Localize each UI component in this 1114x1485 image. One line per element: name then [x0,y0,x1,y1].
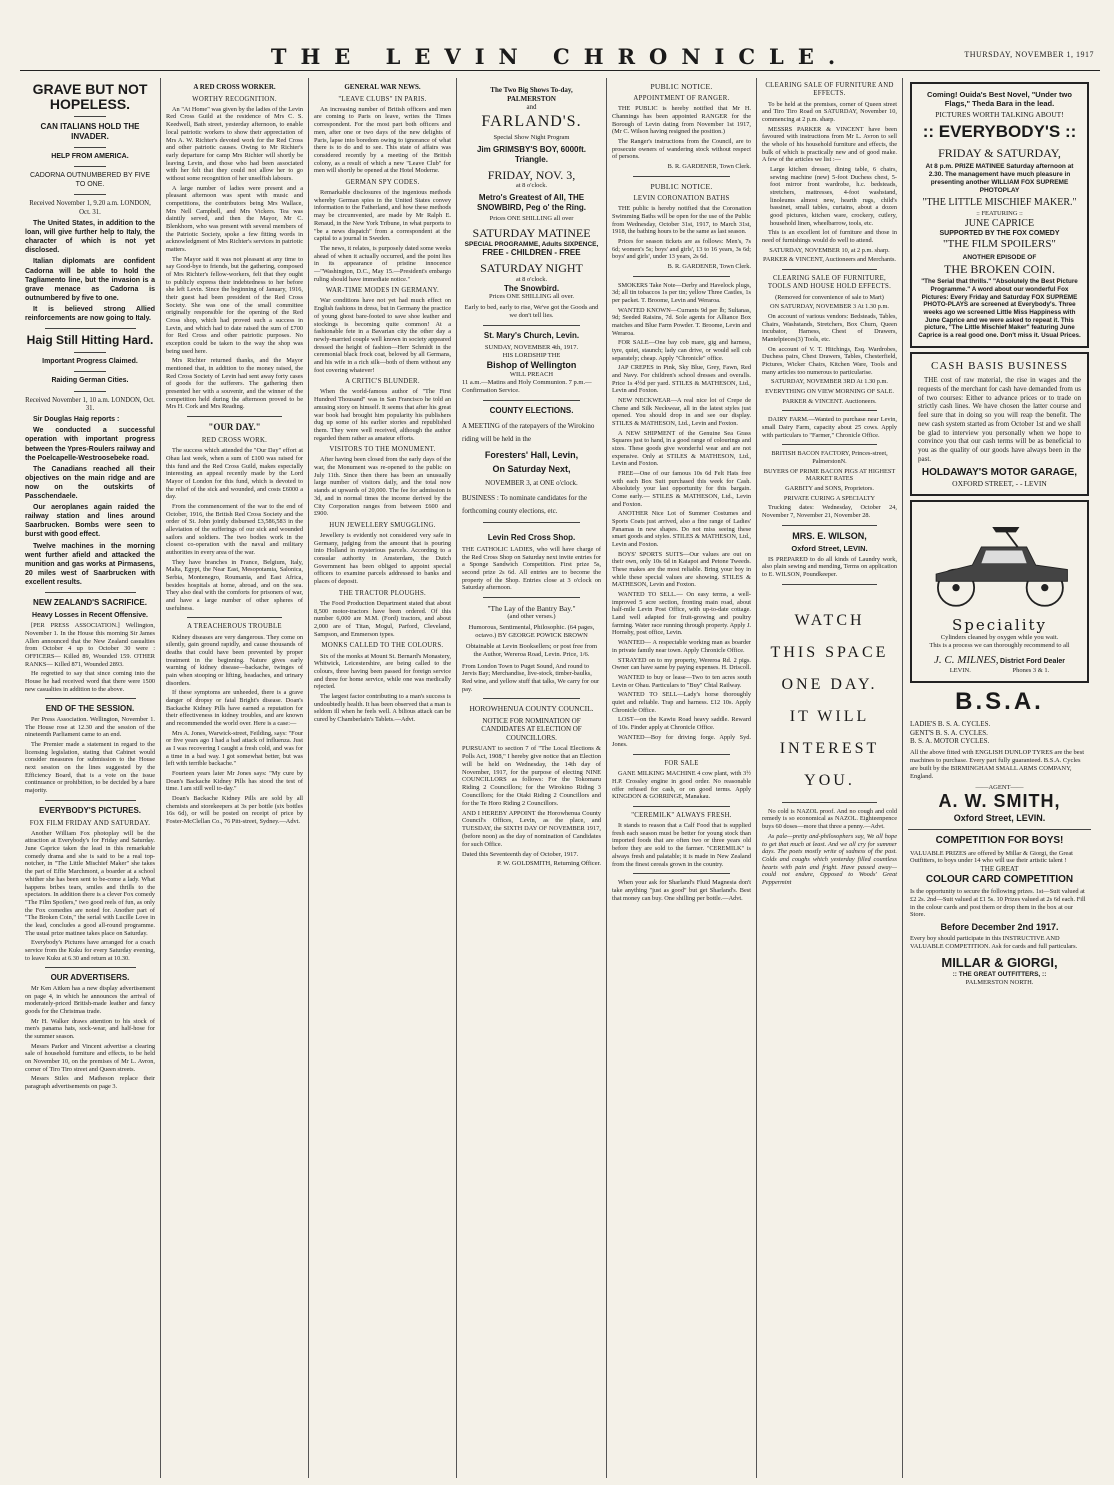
advert-line: B. S. A. MOTOR CYCLES. [910,737,990,746]
advert-line: OXFORD STREET, - - LEVIN [952,478,1047,488]
advert-line: Cylinders cleaned by oxygen while you wait. [940,633,1059,641]
notice-paragraph: Prices for season tickets are as follows: Men's, 7s 6d; women's 5s; boys' and girls', 13 to 16 years, 3s 6d; boys' and girls', under 13 years, 2s 6d. [612,237,751,261]
notice-title: PUBLIC NOTICE. [650,181,713,191]
book-advert [462,604,601,693]
subheadline: HELP FROM AMERICA. [51,152,129,160]
advert-line: "THE LITTLE MISCHIEF MAKER." [922,197,1077,209]
news-paragraph: Doan's Backache Kidney Pills are sold by all chemists and storekeepers at 3s per bottle (six bottles 16s 6d), or will be posted on receipt of price by Foster-McClellan Co., 76 Pitt-street, Sydney.—Advt. [166,795,303,826]
advert-line: Obtainable at Levin Booksellers; or post free from the Author, Wereroa Road, Levin. Price, 1/6. [465,642,598,658]
news-paragraph: Everybody's Pictures have arranged for a coach service from the Kuku for every Saturday evening, to leave Kuku at 6.30 and return at 10.30. [25,939,155,962]
county-elections-notice [462,406,601,518]
advert-line: GENT'S B. S. A. CYCLES. [910,728,988,737]
advert-line: Jim GRIMSBY'S BOY, 6000ft. Triangle. [476,145,587,164]
news-paragraph: Per Press Association. Wellington, November 1. The House rose at 12.30 and the session of the nineteenth Parliament came to an end. [25,716,155,739]
sale-signature: PARKER & VINCENT, Auctioneers and Merchants. [763,256,896,264]
advert-line: ANOTHER EPISODE OF [962,253,1037,261]
advert-line: NOVEMBER 3, at ONE o'clock. [485,479,578,488]
watch-this-space-advert [762,605,897,797]
advert-line: Is the opportunity to secure the following prizes. 1st—Suit valued at £2 2s. 2nd—Suit valued at £1 5s. 10 Prizes valued at 2s 6d each. Fill in the colour cards and post them or drop them in the box at our Store. [910,887,1086,919]
classified-ad: WANTED KNOWN—Currants 9d per lb; Sultanas, 9d; Seeded Raisins, 7d. Sole agents for Alliance Box matches and Blue Farm Powder. T. Broome, Levin and Weraroa. [612,306,751,337]
news-paragraph: Kidney diseases are very dangerous. They come on silently, gain ground rapidly, and cause thousands of deaths that could have been prevented by proper treatment in the beginning. Nature gives early warning of kidney disease—backache, twinges of pain when stooping or lifting, headaches, and urinary disorders. [166,633,303,687]
advert-line: ONE DAY. [781,675,878,693]
everybodys-advert [910,82,1089,348]
subheadline: WORTHY RECOGNITION. [192,95,277,103]
bacon-factory-line: PRIVATE CURING A SPECIALTY [783,494,876,502]
news-paragraph: Mrs Richter returned thanks, and the Mayor mentioned that, in addition to the money raised, the Red Cross Society of Levin had sent away forty cases of goods for the sufferers. The gathering then presented her with a souvenir, and the winner of the competition held during the afternoon proved to be Mrs H. Cork and Mrs Reading. [166,357,303,411]
sale-items: On account of V. T. Hitchings, Esq. Wardrobes, Duchess pairs, Chest Drawers, Tables, Chesterfield, Pictures, Wicker Chairs, Kitchen Ware, Tools and many articles too numerous to particularise. [762,345,897,376]
bacon-factory-title: BRITISH BACON FACTORY, Princes-street, PalmerstonN. [771,450,888,465]
classified-ad: FOR SALE—One bay cob mare, gig and harness, tyre, quiet, staunch; lady can drive, or would sell cob separately; cheap. Apply "Chronicle" office. [612,339,751,362]
sale-title: CLEARING SALE OF FURNITURE AND EFFECTS. [765,82,894,98]
headline: A RED CROSS WORKER. [193,83,276,91]
advert-line: THIS SPACE [770,643,889,661]
sale-paragraph: This is an excellent lot of furniture and those in need of furnishings would do well to attend. [762,229,897,244]
sale-date: ON SATURDAY, NOVEMBER 3 At 1.30 p.m. [770,303,889,311]
headline: "OUR DAY." [208,422,261,433]
news-paragraph: Sir Douglas Haig reports : [33,416,120,424]
news-paragraph: If these symptoms are unheeded, there is a grave danger of dropsy or fatal Bright's disease. Doan's Backache Kidney Pills have earned a reputation for their effectiveness in kidney troubles, and are known and recommended the world over. Here is a case:— [166,689,303,728]
advert-line: ——AGENT—— [975,783,1024,791]
advert-line: at 8 o'clock. [515,182,548,190]
divider [483,597,580,598]
advert-line: Dated this Seventeenth day of October, 1917. [462,850,579,858]
divider [483,698,580,699]
advert-line: HOLDAWAY'S MOTOR GARAGE, [921,466,1078,478]
advert-line: IT WILL [789,707,870,725]
advert-line: At 8 p.m. PRIZE MATINEE Saturday afternoon at 2.30. The management have much pleasure in presenting another WILLIAM FOX SUPREME PHOTOPLAY [925,162,1074,194]
advert-line: and [526,103,537,112]
divider [483,522,580,523]
classified-ad: It stands to reason that a Calf Food that is supplied fresh each season must be better for young stock than imported foods that are often two or three years old before they are sold to the farmer. "CEREMILK" is always fresh and palatable; it is made in New Zealand from the finest cereals grown in the country. [612,822,751,868]
classified-ad: WANTED TO SELL.— On easy terms, a well-improved 5 acre section, fronting main road, about half-mile Levin Post Office, with up-to-date cottage. Land well adapted for fruit-growing and poultry farming. Water race running through property. Apply J. Hornsby, post office, Levin. [612,591,751,637]
divider [782,444,877,445]
advert-line: P. W. GOLDSMITH, Returning Officer. [497,860,601,868]
advert-line: SPECIAL PROGRAMME, Adults SIXPENCE, [464,240,599,248]
advert-line: Oxford Street, LEVIN. [953,813,1046,824]
divider [45,328,136,329]
advert-line: Every boy should participate in this INSTRUCTIVE AND VALUABLE COMPETITION. Ask for cards and full particulars. [910,935,1078,950]
advert-line: :: THE GREAT OUTFITTERS, :: [952,970,1047,978]
news-paragraph: The success which attended the "Our Day" effort at Ohau last week, when a sum of £100 was raised for this fund and the Red Cross Guild, makes especially interesting an appeal recently made by the Lord Mayor of London for this fund, which is devoted to the relief of the sick and wounded, and costs £6000 a day. [166,447,303,501]
sale-paragraph: (Removed for convenience of sale to Mart) [775,293,884,301]
news-paragraph: The Food Production Department stated that about 8,500 motor-tractors have been ordered. Of this number 6,000 are M.M. (Ford) tractors, and about 2,000 are of Titan, Mogul, Parford, Cleveland, Sampson, and Emmerson types. [314,600,451,638]
advert-line: "THE FILM SPOILERS" [943,238,1056,251]
ford-dealer-advert [910,500,1089,683]
advert-line: All the above fitted with ENGLISH DUNLOP TYRES are the best machines to purchase. Every part fully guaranteed. B.S.A. Cycles are built by the BIRMINGHAM SMALL ARMS COMPANY, England. [910,748,1085,780]
classified-ad: WANTED TO SELL—Lady's horse thoroughly quiet and reliable. Trap and harness. £12 10s. Apply Chronicle Office. [612,691,751,714]
advert-line: VALUABLE PRIZES are offered by Millar & Giorgi, the Great Outfitters, to boys under 14 who will use their artistic talent ! [910,849,1073,865]
advert-line: WILL PREACH [509,370,554,378]
advert-line: The Snowbird. [503,283,560,293]
newspaper-title: THE LEVIN CHRONICLE. [270,44,850,69]
bsa-cycles-advert [910,687,1089,824]
dateline: Received November 1, 10 a.m. LONDON, Oct. 31. [25,396,155,412]
divider [782,802,877,803]
advert-line: SUNDAY, NOVEMBER 4th, 1917. [484,343,579,351]
advert-line: THE GREAT [980,865,1019,874]
headline: Haig Still Hitting Hard. [26,333,154,348]
advert-line: The Two Big Shows To-day, [490,86,573,94]
advert-line: On Saturday Next, [492,464,571,475]
advert-line: PURSUANT to section 7 of "The Local Elections & Polls Act, 1908," I hereby give notice that an Election will be held on Wednesday, the 14th day of November, 1917, for the purpose of electing NINE COUNCILLORS as follows: For the Tokomaru Riding 2 Councillors; for the Wirokino Riding 3 Councillors; for the Otaki Riding 2 Councillors and for the Te Horo Riding 2 Councillors. [462,745,601,807]
advert-line: St. Mary's Church, Levin. [483,331,580,341]
news-paragraph: They have branches in France, Belgium, Italy, Malta, Egypt, the Near East, Mesopotamia, Salonica, Serbia, Montenegro, Roumania, and East Africa, besides hospitals at home, abroad, and on the sea. They also deal with the comforts for prisoners of war, and have a large number of other spheres of usefulness. [166,558,303,612]
classified-ad: FREE—One of our famous 10s 6d Felt Hats free with each Box Suit purchased this week for Cash. Absolutely your last opportunity for this bargain. Come early.— STILES & MATHESON, Ltd., Levin and Foxton. [612,470,751,508]
subheadline: CADORNA OUTNUMBERED BY FIVE TO ONE. [29,172,151,188]
news-paragraph: Messrs Stiles and Matheson replace their paragraph advertisements on page 3. [25,1075,155,1091]
news-paragraph: An "At Home" was given by the ladies of the Levin Red Cross Guild at the residence of Mrs C. S. Keedwell, Bath street, yesterday afternoon, to enable local patriotic workers to show their appreciation of Mrs A. W. Richter's devoted work for the Red Cross and other patriotic causes. Owing to Mr Richter's early departure for camp Mrs Richter will shortly be leaving Levin, and those who had been associated with her felt that they could not allow her to go without some recognition of her unselfish labours. [166,105,303,182]
laundry-advert-name: MRS. E. WILSON, [792,530,867,541]
column-1 [20,78,160,1478]
classified-ad: No cold is NAZOL proof. And no cough and cold remedy is so economical as NAZOL. Eighteenpence buys 60 doses—more that three a penny.—Advt. [762,807,897,831]
subheadline: GERMAN SPY CODES. [345,178,420,186]
sale-paragraph: To be held at the premises, corner of Queen street and Tiro Tiro Road on SATURDAY, November 10, commencing at 2 p.m. sharp. [762,100,897,123]
advert-line: COMPETITION FOR BOYS! [935,835,1064,847]
advert-line: A MEETING of the ratepayers of the Wirokino riding will be held in the [462,422,595,443]
classified-ad: STRAYED on to my property, Wereroa Rd. 2 pigs. Owner can have same by paying expenses. H. Driscoll. [612,656,752,672]
bacon-factory-line: GARBITY and SONS, Proprietors. [785,485,874,492]
news-paragraph: The Canadians reached all their objectives on the main ridge and are now on the outskirts of Passchendaele. [25,465,155,501]
news-paragraph: The United States, in addition to the loan, will give further help to Italy, the character of which is not yet disclosed. [25,220,155,255]
advert-line: "The Lay of the Bantry Bay." [487,603,576,613]
advert-line: MILLAR & GIORGI, [941,954,1058,970]
classified-ad: WANTED—Boy for driving forge. Apply Syd. Jones. [612,733,751,749]
advert-line: YOU. [804,771,855,789]
advert-line: HIS LORDSHIP THE [502,351,561,359]
news-paragraph: Mrs A. Jones, Warwick-street, Feilding, says: "Four or five years ago I had a bad attack of influenza. Just as I was recovering I caught a fresh cold, and was for a time in a bad way. I got somewhat better, but was left with terrible backache." [166,729,303,768]
headline: OUR ADVERTISERS. [50,973,130,983]
advert-line: :: FEATURING :: [976,209,1023,217]
dateline: Received November 1, 9.20 a.m. LONDON, Oct. 31. [29,200,151,216]
classified-ad: SMOKERS Take Note—Derby and Havelock plugs, 3d; all tin tobaccos 1s per tin; yellow Three Castles, 1s per packet. T. Broome, Levin and Weraroa. [612,281,751,304]
advert-line: J. C. MILNES, [933,653,999,666]
news-paragraph: A large number of ladies were present and a pleasant afternoon was spent with music and competitions, the contributors being Mrs Wallace, Mrs Nell Campbell, and Mrs Vickers. Tea was daintily served, and then the Mayor, Mr C. Blenkhorn, who was present with several members of the Patriotic Society, spoke a few fitting words in acknowledgment of Mrs Richter's services in patriotic matters. [166,184,303,253]
advert-line: :: EVERYBODY'S :: [922,122,1077,142]
divider [782,269,877,270]
news-paragraph: He regretted to say that since coming into the House he had received word that there were 1500 new casualties in addition to the above. [25,670,155,693]
divider [633,176,730,177]
subheadline: Raiding German Cities. [51,377,129,385]
subheadline: THE TRACTOR PLOUGHS. [338,589,427,597]
subheadline: RED CROSS WORK. [201,436,268,444]
classified-ad: LOST—on the Kawiu Road heavy saddle. Reward of 10s. Finder apply at Chronicle Office. [612,716,751,731]
advert-line: THE BROKEN COIN. [944,261,1055,276]
news-paragraph: Fourteen years later Mr Jones says: "My cure by Doan's Backache Kidney Pills has stood the test of time. I am still well to-day." [166,770,303,793]
classified-ad: WANTED to buy or lease—Two to ten acres south Levin or Ohau. Particulars to "Buy" Chtal Railway. [612,673,751,689]
news-paragraph: Our aeroplanes again raided the railway station and lines around Saarbrucken. Bombs were seen to burst with good effect. [25,504,155,539]
classified-ad: JAP CREPES in Pink, Sky Blue, Grey, Fawn, Red and Navy. For children's school dresses and overalls. Price 1s 4½d per yard. STILES & MATHESON, Ltd., Levin and Foxton. [612,364,751,395]
subheadline: VISITORS TO THE MONUMENT. [329,446,436,454]
advert-line: Humorous, Sentimental, Philosophic. (64 pages, octavo.) BY GEORGE POWICK BROWN [468,624,595,639]
advert-line: THE cost of raw material, the rise in wages and the requests of the merchant for cash have demanded from us of two courses: Either to advance prices or to trade on strictly cash lines. We have chosen the latter course and feel sure that in doing so you will reap the benefit. The new cash system started as from October 1st and we shall be glad to interview you personally when we hope to convince you that our cash terms will be as beneficial to you as the quality of our goods have always been in the past. [918,376,1081,463]
divider [782,584,877,585]
advert-line: THE CATHOLIC LADIES, who will have charge of the Red Cross Shop on Saturday next invite entries for a Sponge Sandwich Competition. First prize 5s, second prize 2s 6d. All entries are to become the property of the Shop. Entries close at 3 o'clock on Saturday afternoon. [462,545,601,592]
divider [187,617,283,618]
advert-line: COUNTY ELECTIONS. [489,405,574,415]
classified-ad: BOYS' SPORTS SUITS—Our values are out on their own, only 10s 6d in Kaiapoi and Petone Tweeds. These makes are the most reliable. Bring your boy in while these special values are showing. STILES & MATHESON, Levin and Foxton. [612,550,751,589]
news-paragraph: Messrs Parker and Vincent advertise a clearing sale of household furniture and effects, to be held on November 10, on the premises of Mr L. Avron, corner of Tiro Tiro street and Queen streets. [25,1042,155,1073]
advert-line: COLOUR CARD COMPETITION [925,873,1074,885]
subheadline: CAN ITALIANS HOLD THE INVADER. [40,122,140,142]
column-5 [606,78,756,1478]
divider [633,276,730,277]
advert-line: FREE - CHILDREN - FREE [482,248,581,258]
classified-ad: NEW NECKWEAR—A real nice lot of Crepe de Chene and Silk Neckwear, all in the latest styles just opened. You should drop in and see our display. STILES & MATHESON, Ltd., Levin and Foxton. [612,397,751,428]
church-advert [462,331,601,394]
advert-line: LEVIN. [949,667,971,675]
laundry-advert-address: Oxford Street, LEVIN. [791,543,868,553]
news-paragraph: Jewellery is evidently not considered very safe in Germany, judging from the amount that is pouring into Holland in mysterious parcels. According to a consular authority in Amsterdam, the Dutch Government has been obliged to appoint special officers to examine parcels addressed to banks and places of deposit. [314,532,451,586]
news-paragraph: It is believed strong Allied reinforcements are now going to Italy. [25,305,155,322]
notice-paragraph: THE public is hereby notified that the Coronation Swimming Baths will be open for the use of the Public from Wednesday, October 31st, 1917, to March 31st, 1918, the bathing hours to be the same as last season. [612,205,751,236]
divider [45,698,136,699]
news-paragraph: Another William Fox photoplay will be the attraction at Everybody's for Friday and Saturday. June Caprice taken the lead in this remarkable comedy drama and she is said to be a real top-notcher, in "The Little Mischief Maker" she takes the part of Effie Marchmont, a boarder at a school whither she has been sent to be-come a lady. What happens bribes tears, smiles and thrills to the spectators. In addition there is a clever Fox comedy "The Film Spoilers," two good reels of fun, as only the Fox comedies are noted for. Another part of "The Broken Coin," the serial with Lucille Love in the lead, concludes a good all-round programme. The usual prize matinee takes place on Saturday. [25,829,155,937]
notice-title: PUBLIC NOTICE. [650,82,713,91]
news-paragraph: The Premier made a statement in regard to the licensing legislation, stating that Cabinet would consider measures for submission to the House next session on the lines suggested by the Efficiency Board, that is a vote on the issue continuance or prohibition, to be decided by a bare majority. [25,741,155,795]
sale-items: Large kitchen dresser, dining table, 6 chairs, sewing machine (new) 5-foot Duchess chest, 5-foot mirror front wardrobe, h.c. bedsteads, stretchers, mattresses, 4-foot washstand, linoleums almost new, hearth rugs, child's bassinet, small tables, curtains, about a dozen good pictures, kitchen ware, crockery, cutlery, household linen, wheelbarrow, tools, etc. [770,165,897,227]
advert-line: Coming! Ouida's Best Novel, "Under two Flags," Theda Bara in the lead. [927,90,1072,109]
advert-line: FARLAND'S. [481,112,582,130]
advert-line: Prices ONE SHILLING all over [489,214,574,222]
divider [908,829,1091,830]
notice-signature: B. R. GARDENER, Town Clerk. [667,163,751,171]
advert-line: This is a process we can thoroughly recommend to all [929,641,1070,649]
notice-subtitle: APPOINTMENT OF RANGER. [633,95,730,103]
news-paragraph: Twelve machines in the morning went further afield and attacked the munition and gas works at Pirmasens, 20 miles west of Saarbrucken with excellent results. [25,542,155,586]
cash-basis-advert [910,352,1089,496]
picture-show-advert [462,86,601,320]
news-paragraph: Remarkable disclosures of the ingenious methods whereby German spies in the United States convey information to the Fatherland, and how these methods may be circumvented, are made by Mr Ralph E. Renaud, in the New York Tribune, in what purports to "be a news dispatch" from a correspondent at the capital to a journal in Sweden. [314,189,451,243]
divider [45,592,136,593]
divider [483,400,580,401]
column-2 [160,78,308,1478]
news-paragraph: We conducted a successful operation with important progress between the Ypres-Roulers railway and the Poelcapelle-Westroosebeke road. [25,427,155,462]
headline: GRAVE BUT NOT HOPELESS. [32,81,148,112]
advert-line: HOROWHENUA COUNTY COUNCIL. [469,704,594,714]
news-paragraph: The Mayor said it was not pleasant at any time to say Good-bye to friends, but the gathering, composed of Mrs Richter's fellow-workers, felt that they ought to publicly express their indebtedness to her before she left Levin. Since the beginning of January, 1916, their guest had been president of the Red Cross Society. She was one of the small committee originally responsible for the opening of the Red Cross shop, which had proved such a success in Levin, and which had to date raised the sum of £700 for Red Cross and other patriotic purposes. No exception could be taken to the way the shop was being used here. [166,255,303,355]
sale-date: SATURDAY, NOVEMBER 10, at 2 p.m. sharp. [769,246,890,254]
advert-line: Phones 3 & 1. [1012,667,1050,675]
classified-ad: When your ask for Sharland's Fluid Magnesia don't take anything "just as good" but get Sharland's. Best that money can buy. One shilling per bottle.—Advt. [612,879,751,902]
divider [633,754,730,755]
subheadline: MONKS CALLED TO THE COLOURS. [321,642,444,650]
subheadline: Heavy Losses in Recent Offensive. [32,611,148,619]
divider [187,416,283,417]
county-council-notice [462,704,601,868]
sale-date: SATURDAY, NOVEMBER 3RD At 1.30 p.m. [770,378,889,386]
divider [633,806,730,807]
advert-line: BUSINESS : To nominate candidates for the forthcoming county elections, etc. [462,493,587,515]
advert-line: From London Town to Puget Sound, And round to Jervis Bay; Merchandise, live-stock, timber-baulks, Red wine, and yellow stuff that talks, We carry for our pay. [462,662,600,693]
advert-line: Early to bed, early to rise, We've got the Goods and we don't tell lies. [464,304,599,320]
advert-line: Foresters' Hall, Levin, [484,449,579,460]
sale-items: On account of various vendors: Bedsteads, Tables, Chairs, Washstands, Stretchers, Box Churn, Queen incubator, Harness, Chest of Drawers, Mantelpieces(3) Tools, etc. [762,312,897,343]
divider [633,873,730,874]
divider [782,525,877,526]
news-paragraph: Mr Ken Aitken has a new display advertisement on page 4, in which he announces the arrival of moderately-priced British-made leather and fancy goods for the Christmas trade. [25,984,155,1015]
divider [45,967,136,968]
news-paragraph: After having been closed from the early days of the war, the Monument was re-opened to the public on July 11th. Since then there has been an unusually large number of visitors daily, and the total now stands at upwards of 20,000. The fee for admission is 3d, and in normal times the income derived by the City Corporation ranges from between £600 and £900. [314,456,451,518]
notice-subtitle: LEVIN CORONATION BATHS [633,194,730,202]
issue-date: THURSDAY, NOVEMBER 1, 1917 [964,50,1094,59]
motor-car-illustration [918,508,1081,613]
advert-line: PICTURES WORTH TALKING ABOUT! [935,110,1064,120]
headline: A TREACHEROUS TROUBLE [187,623,282,631]
advert-line: Prices ONE SHILLING all over. [488,293,575,301]
advert-line: 11 a.m.—Matins and Holy Communion. 7 p.m.—Confirmation Service. [462,378,592,394]
advert-line: (and other verses.) [507,613,556,621]
divider [74,116,107,117]
news-paragraph: The largest factor contributing to a man's success is undoubtedly health. It has been observed that a man is seldom ill when he feels well. A bilious attack can be cured by Chamberlain's Tablets.—Advt. [314,693,451,724]
advert-line: PALMERSTON NORTH. [965,978,1034,986]
advert-line: A. W. SMITH, [938,791,1061,812]
advert-line: Metro's Greatest of All, THE SNOWBIRD, Peg o' the Ring. [476,193,586,212]
masthead [20,44,1100,71]
news-paragraph: Mr H. Walker draws attention to his stock of men's panama hats, sock-wear, and half-hose for the summer season. [25,1017,155,1040]
classified-ad: DAIRY FARM.—Wanted to purchase near Levin, small Dairy Farm, capacity about 25 cows. Apply with particulars to "Farmer," Chronicle Office. [762,416,897,439]
news-paragraph: From the commencement of the war to the end of October, 1916, the British Red Cross Society and the order of St. John jointly disbursed £3,586,583 in the alleviation of the sufferings of our sick and wounded sailors and soldiers. The two bodies work in the closest co-operation with the naval and military authorities in every area of the war. [166,502,303,556]
news-paragraph: Six of the monks at Mount St. Bernard's Monastery, Whitwick, Leicestershire, are being called to the colours, three having been passed for foreign service and three for home service, while one was medically rejected. [314,652,451,691]
advert-line: CASH BASIS BUSINESS [931,359,1068,372]
column-7 [902,78,1096,1478]
divider [74,194,107,195]
subheadline: Important Progress Claimed. [42,357,138,365]
advert-line: SUPPORTED BY THE FOX COMEDY [939,229,1060,237]
advert-line: B.S.A. [955,688,1044,715]
colour-card-competition-advert [910,835,1089,986]
subheadline: WAR-TIME MODES IN GERMANY. [325,287,440,295]
divider [782,410,877,411]
news-paragraph: [PER PRESS ASSOCIATION.] Wellington, November 1. In the House this morning Sir James Allen announced that the New Zealand casualties from October 4 up to October 30 were : OFFICERS— Killed 89, Wounded 159. OTHER RANKS— Killed 871, Wounded 2893. [25,622,155,668]
sale-signature: PARKER & VINCENT. Auctioneers. [782,397,877,405]
subheadline: A CRITIC'S BLUNDER. [345,378,420,386]
column-4 [456,78,606,1478]
column-3 [308,78,456,1478]
advert-line: NOTICE FOR NOMINATION OF CANDIDATES AT ELECTION OF COUNCILLORS. [481,716,582,742]
classified-ad: As pale—pretty and-philosophers say, We all hope to get that much at least. And we all cry for summer days. The poets mostly write of sadness of the past. Colds and coughs which yesterday filled countless hearts with pain and fright. Have passed away—could not endure, Opposed to Woods' Great Peppermint [762,832,897,886]
classified-ad: WANTED— A respectable working man as boarder in private family near town. Apply Chronicle Office. [612,639,751,654]
divider [74,352,107,353]
headline: END OF THE SESSION. [45,704,135,714]
news-paragraph: War conditions have not yet had much effect on English fashions in dress, but in Germany the practice of young ghost bare-footed to save shoe leather and stockings is becoming quite common! At a fashionable fete in a Bavarian city the other day a newly-married couple well known in society appeared dressed the height of fashion—Herr Schmidt in the ceremonial black frock coat, beloved by all Germans, and his wife in a rich silk—both of them without any foot covering whatever! [314,297,451,374]
bacon-factory-line: BUYERS OF PRIME BACON PIGS AT HIGHEST MARKET RATES [763,467,896,483]
advert-line: LADIE'S B. S. A. CYCLES. [910,720,991,729]
subheadline: "LEAVE CLUBS" IN PARIS. [338,95,427,103]
classified-ad: ANOTHER Nice Lot of Summer Costumes and Sports Coats just arrived, also a fine range of Ladies' Panamas in new shapes. Do not miss seeing these smart goods and styles. STILES & MATHESON, Ltd., Levin and Foxton. [612,510,751,549]
notice-paragraph: The Ranger's instructions from the Council, are to prosecute owners of wandering stock without respect of persons. [612,138,751,161]
news-paragraph: An increasing number of British officers and men are coming to Paris on leave, writes the Times correspondent. For the most part both officers and men, after one or two days of the new delights of Paris, lapse into boredom owing to ignorance of what there is to do and to see. This state of affairs was considered recently by a meeting of the British colony, as a result of which a new "Leave Club" for men will shortly be opened at the Hotel Moderne. [314,105,451,175]
advert-line: Bishop of Wellington [486,359,577,370]
advert-line: "The Serial that thrills." "Absolutely the Best Picture Programme." A word about our wonderful Fox Pictures: Every Friday and Saturday FOX SUPREME PHOTO-PLAYS are screened at Everybody's. Three weeks ago we screened Little Miss Happiness with June Caprice and we were asked to repeat it. This picture, "The Little Mischief Maker" featuring June Caprice is a real good one. Don't miss it. Usual Prices. [918,278,1081,339]
advert-line: AND I HEREBY APPOINT the Horowhenua County Council's Offices, Levin, as the place, and TUESDAY, the SIXTH DAY OF NOVEMBER 1917, (before noon) as the day of nomination of Candidates for such Office. [462,809,601,848]
advert-line: Speciality [952,615,1047,634]
laundry-advert-text: IS PREPARED to do all kinds of Laundry work, also plain sewing and mending, Terms on application to E. WILSON, Poundkeeper. [762,555,897,579]
news-paragraph: The news, it relates, is purposely dated some weeks ahead of when it actually occurred, and the point lies in its appearance of pristine innocence—"Washington, D.C., May 15.—President's embargo ruling should have immediate notice." [314,244,451,283]
headline: GENERAL WAR NEWS. [344,83,421,91]
subheadline: FOX FILM FRIDAY AND SATURDAY. [29,819,151,827]
divider [74,391,107,392]
classified-ad: A NEW SHIPMENT of the Genuine Sea Grass Squares just to hand, in a good range of colourings and sizes. These goods give wonderful wear and are not expensive. Only at STILES & MATHESON, Ltd., Levin and Foxton. [612,429,751,468]
sale-paragraph: MESSRS PARKER & VINCENT have been favoured with instructions from Mr L. Avron to sell the whole of his household furniture and effects, the bulk of which is practically new and of good make. A few of the articles we list :— [762,125,897,164]
divider [74,371,107,372]
advert-line: WATCH [794,611,865,629]
advert-line: FRIDAY, NOV. 3, [487,167,576,182]
advert-line: JUNE CAPRICE [964,217,1035,229]
advert-line: PALMERSTON [507,94,556,103]
advert-line: SATURDAY MATINEE [472,225,591,240]
advert-line: FRIDAY & SATURDAY, [938,146,1061,161]
bacon-factory-line: Trucking dates: Wednesday, October 24, November 7, November 21, November 28. [762,504,897,520]
advert-line: Special Show Night Program [493,134,570,142]
divider [483,325,580,326]
notice-paragraph: THE PUBLIC is hereby notified that Mr H. Channings has been appointed RANGER for the Borough of Levin dating from November 1st 1917, (Mr C. Wilson having resigned the position.) [612,105,751,136]
advert-line: SATURDAY NIGHT [480,261,583,276]
notice-signature: B. R. GARDENER, Town Clerk. [667,262,751,270]
news-paragraph: When the world-famous author of "The First Hundred Thousand" was in San Francisco he told an amusing story on himself. It seems that after his great war book had brought him popularity his publishers dug up some of his earlier stories and republished them. They were well received, although the author regarded them rather as amateur efforts. [314,388,451,442]
headline: NEW ZEALAND'S SACRIFICE. [33,597,147,607]
advert-line: Before December 2nd 1917. [940,922,1059,933]
advert-line: District Ford Dealer [1000,657,1066,665]
divider [74,166,107,167]
sale-title: CLEARING SALE OF FURNITURE, TOOLS AND HOUSE HOLD EFFECTS. [767,275,892,291]
column-6 [756,78,902,1478]
headline: EVERYBODY'S PICTURES. [38,805,142,815]
divider [45,800,136,801]
classified-ad: GANE MILKING MACHINE 4 cow plant, with 3½ H.P. Crossley engine in good order. No reasonable offer refused for cash, or on good terms. Apply KINGDON & GORRINGE, Manakau. [612,770,751,801]
classified-heading: FOR SALE [664,759,699,767]
divider [74,147,107,148]
sale-paragraph: EVERYTHING ON VIEW MORNING OF SALE. [765,387,894,395]
advert-line: INTEREST [779,739,880,757]
red-cross-shop-notice [462,533,601,592]
advert-line: at 8 o'clock. [515,275,548,283]
subheadline: HUN JEWELLERY SMUGGLING. [329,521,436,529]
advert-line: Levin Red Cross Shop. [487,533,576,543]
news-paragraph: Italian diplomats are confident Cadorna will be able to hold the Tagliamento line, but the invasion is a grave menace as Cadorna is outnumbered by five to one. [25,258,155,302]
classified-heading: "CEREMILK" ALWAYS FRESH. [631,811,732,819]
